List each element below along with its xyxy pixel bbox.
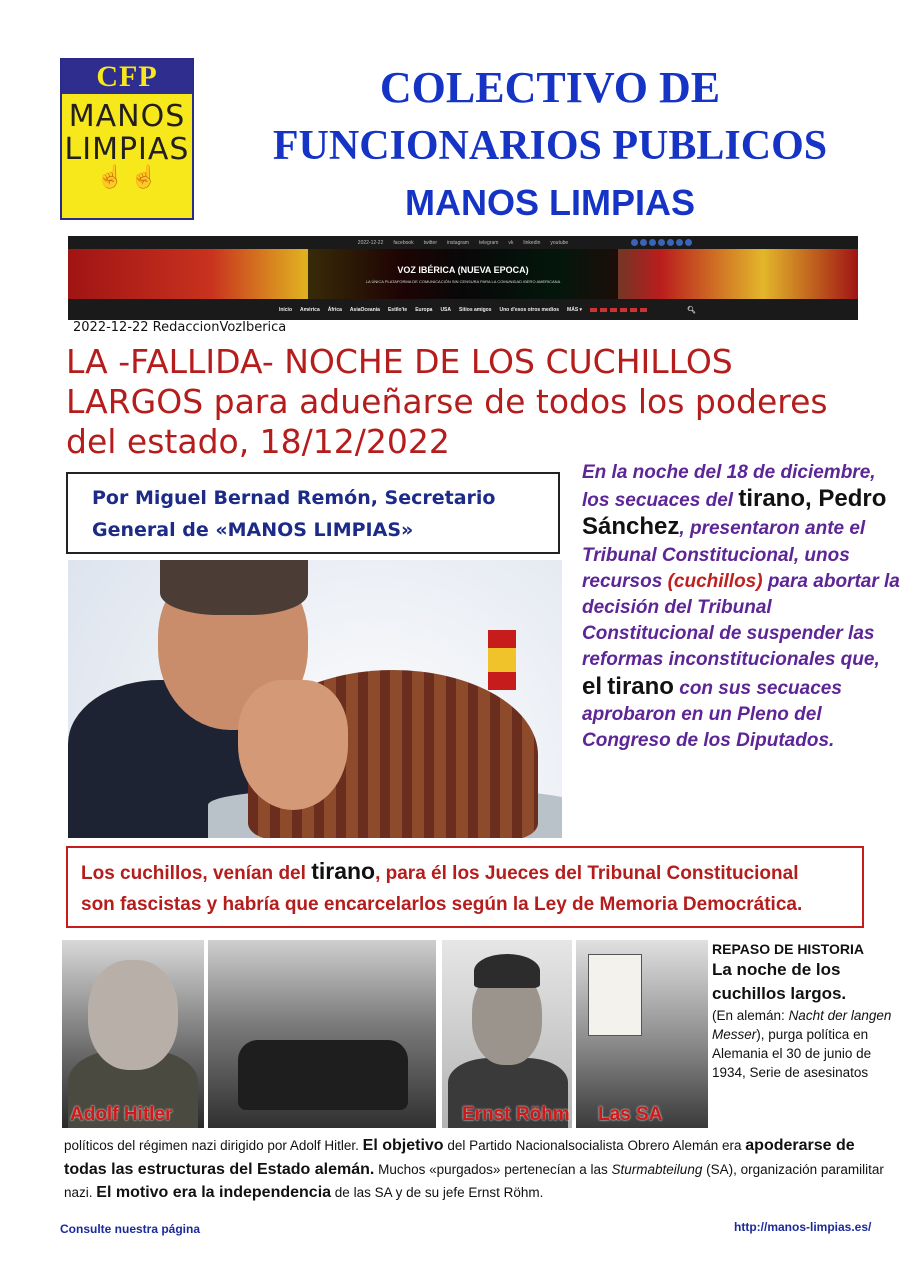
nav-item[interactable]: USA <box>440 307 451 313</box>
nav-item[interactable]: Estilo'te <box>387 307 408 313</box>
byline-box <box>66 472 560 554</box>
site-subtitle: LA ÚNICA PLATAFORMA DE COMUNICACIÓN SIN CENSURA PARA LA COMUNIDAD IBERO AMERICANA <box>365 279 561 284</box>
para-g: (SA), organización paramilitar nazi. <box>64 1161 884 1200</box>
photo-sa <box>576 940 708 1128</box>
photo-rohm <box>442 940 572 1128</box>
para-e: Muchos «purgados» pertenecían a las <box>378 1161 608 1177</box>
para-b: El objetivo <box>362 1137 444 1154</box>
red-callout-box <box>66 846 864 928</box>
header-line-2: FUNCIONARIOS PUBLICOS <box>272 123 828 169</box>
nav-item[interactable]: AsiaOceanía <box>349 307 380 313</box>
language-flags <box>590 308 647 312</box>
side-p2: presentaron ante el Tribunal Constitucional, unos recursos <box>582 518 866 592</box>
photo-sign-shape <box>588 954 642 1036</box>
photo-hitler <box>62 940 204 1128</box>
main-photo <box>68 560 562 838</box>
instagram-icon[interactable] <box>649 239 656 246</box>
website-banner <box>68 236 858 320</box>
site-hero <box>68 249 858 299</box>
pinterest-icon[interactable] <box>658 239 665 246</box>
history-box <box>712 940 902 1082</box>
side-tirano-2: tirano <box>607 672 674 700</box>
site-topbar <box>68 236 858 249</box>
photo-hat-shape <box>474 954 540 988</box>
hands-icon: ☝ ☝ <box>96 164 158 189</box>
headline-line-2: LARGOS para adueñarse de todos los poderes <box>66 382 828 421</box>
facebook-icon[interactable] <box>631 239 638 246</box>
site-link-instagram[interactable]: instagram <box>447 239 469 246</box>
para-i: de las SA y de su jefe Ernst Röhm. <box>334 1185 544 1200</box>
vk-icon[interactable] <box>667 239 674 246</box>
flag-icon[interactable] <box>640 308 647 312</box>
flag-icon[interactable] <box>610 308 617 312</box>
redbox-text-a: Los cuchillos, venían del <box>81 863 306 884</box>
social-icons <box>631 239 692 246</box>
photo-parade-car <box>208 940 436 1128</box>
site-link-twitter[interactable]: twitter <box>423 239 438 246</box>
photo-flag-shape <box>488 630 516 690</box>
headline-line-1: LA -FALLIDA- NOCHE DE LOS CUCHILLOS <box>66 342 733 381</box>
youtube-icon[interactable] <box>685 239 692 246</box>
flag-icon[interactable] <box>590 308 597 312</box>
para-c: del Partido Nacionalsocialista Obrero Alemán era <box>447 1138 742 1153</box>
para-d: apoderarse de todas las estructuras del Estado alemán. <box>64 1137 855 1178</box>
site-link-facebook[interactable]: facebook <box>393 239 414 246</box>
redbox-text-b: , para él los Jueces del Tribunal Constitucional <box>375 863 799 884</box>
site-nav <box>68 300 858 320</box>
flag-icon[interactable] <box>600 308 607 312</box>
history-text-3: ), purga política en Alemania el 30 de junio de 1934, Serie de asesinatos <box>712 1027 872 1080</box>
caption-sa: Las SA <box>598 1104 663 1125</box>
header-line-3: MANOS LIMPIAS <box>404 182 695 223</box>
nav-item[interactable]: América <box>300 307 320 313</box>
side-cuchillos: (cuchillos) <box>667 570 763 592</box>
history-title: La noche de los cuchillos largos. <box>712 960 847 1003</box>
article-headline <box>66 342 896 462</box>
site-link-linkedin[interactable]: linkedin <box>523 239 541 246</box>
footer-consult: Consulte nuestra página <box>60 1222 201 1236</box>
side-el: el <box>582 672 603 700</box>
side-tirano-1: tirano, Pedro Sánchez <box>582 485 887 541</box>
side-p3: para abortar la decisión del Tribunal Constitucional de suspender las reformas inconstitucionales que, <box>582 570 900 671</box>
logo-manos-text: MANOS <box>68 99 186 134</box>
logo-cfp-text: CFP <box>62 60 192 94</box>
nav-item[interactable]: Europa <box>415 307 433 313</box>
byline-line-2: General de «MANOS LIMPIAS» <box>92 519 414 541</box>
site-link-youtube[interactable]: youtube <box>550 239 569 246</box>
para-a: políticos del régimen nazi dirigido por Adolf Hitler. <box>64 1138 359 1153</box>
site-link-telegram[interactable]: telegram <box>478 239 499 246</box>
nav-item-more[interactable]: MÁS ▾ <box>567 307 583 313</box>
cfp-logo <box>60 58 194 220</box>
side-p4: con sus secuaces aprobaron en un Pleno del Congreso de los Diputados. <box>582 677 842 752</box>
nav-item[interactable]: África <box>327 307 342 313</box>
redbox-line-1 <box>81 856 862 889</box>
dateline: 2022-12-22 RedaccionVozIberica <box>73 320 287 335</box>
caption-rohm: Ernst Röhm <box>462 1104 570 1125</box>
redbox-tirano: tirano <box>311 858 376 884</box>
photo-hand-shape <box>238 680 348 810</box>
history-text <box>712 1006 902 1082</box>
history-paragraph <box>64 1134 884 1205</box>
nav-item[interactable]: Inicio <box>278 307 292 313</box>
site-date: 2022-12-22 <box>357 239 384 246</box>
history-text-2: Nacht der langen Messer <box>712 1008 892 1042</box>
para-f: Sturmabteilung <box>611 1161 703 1177</box>
photo-hair-shape <box>160 560 308 615</box>
redbox-line-2: son fascistas y habría que encarcelarlos según la Ley de Memoria Democrática. <box>81 894 803 915</box>
caption-hitler: Adolf Hitler <box>70 1104 173 1125</box>
nav-item[interactable]: Uno d'esos otros medios <box>499 307 560 313</box>
search-icon[interactable]: 🔍︎ <box>687 307 696 314</box>
header-line-1: COLECTIVO DE <box>379 63 721 112</box>
nav-item[interactable]: Sitios amigos <box>459 307 492 313</box>
site-title[interactable]: VOZ IBÉRICA (NUEVA EPOCA) <box>397 265 529 275</box>
site-link-vk[interactable]: vk <box>508 239 514 246</box>
side-p1: En la noche del 18 de diciembre, los secuaces del <box>582 462 876 512</box>
byline-line-1: Por Miguel Bernad Remón, Secretario <box>92 487 496 509</box>
photo-car-shape <box>238 1040 408 1110</box>
history-label: REPASO DE HISTORIA <box>712 941 864 957</box>
flag-icon[interactable] <box>620 308 627 312</box>
para-h: El motivo era la independencia <box>96 1184 332 1201</box>
twitter-icon[interactable] <box>640 239 647 246</box>
flag-icon[interactable] <box>630 308 637 312</box>
side-text: En la noche del 18 de diciembre, los secuaces del tirano, Pedro Sánchez, presentaron ante el Tribunal Constitucional, unos recursos (cuchillos) para abortar la decisión del Tribunal Constitucional de suspender las reformas inconstitucionales que, el tirano con sus secuaces aprobaron en un Pleno del Congreso de los Diputados. <box>582 462 900 752</box>
footer-link[interactable]: http://manos-limpias.es/ <box>734 1220 872 1234</box>
headline-line-3: del estado, 18/12/2022 <box>66 422 450 461</box>
linkedin-icon[interactable] <box>676 239 683 246</box>
photo-shape <box>88 960 178 1070</box>
logo-limpias-text: LIMPIAS <box>64 132 190 167</box>
history-text-1: (En alemán: <box>712 1008 785 1023</box>
